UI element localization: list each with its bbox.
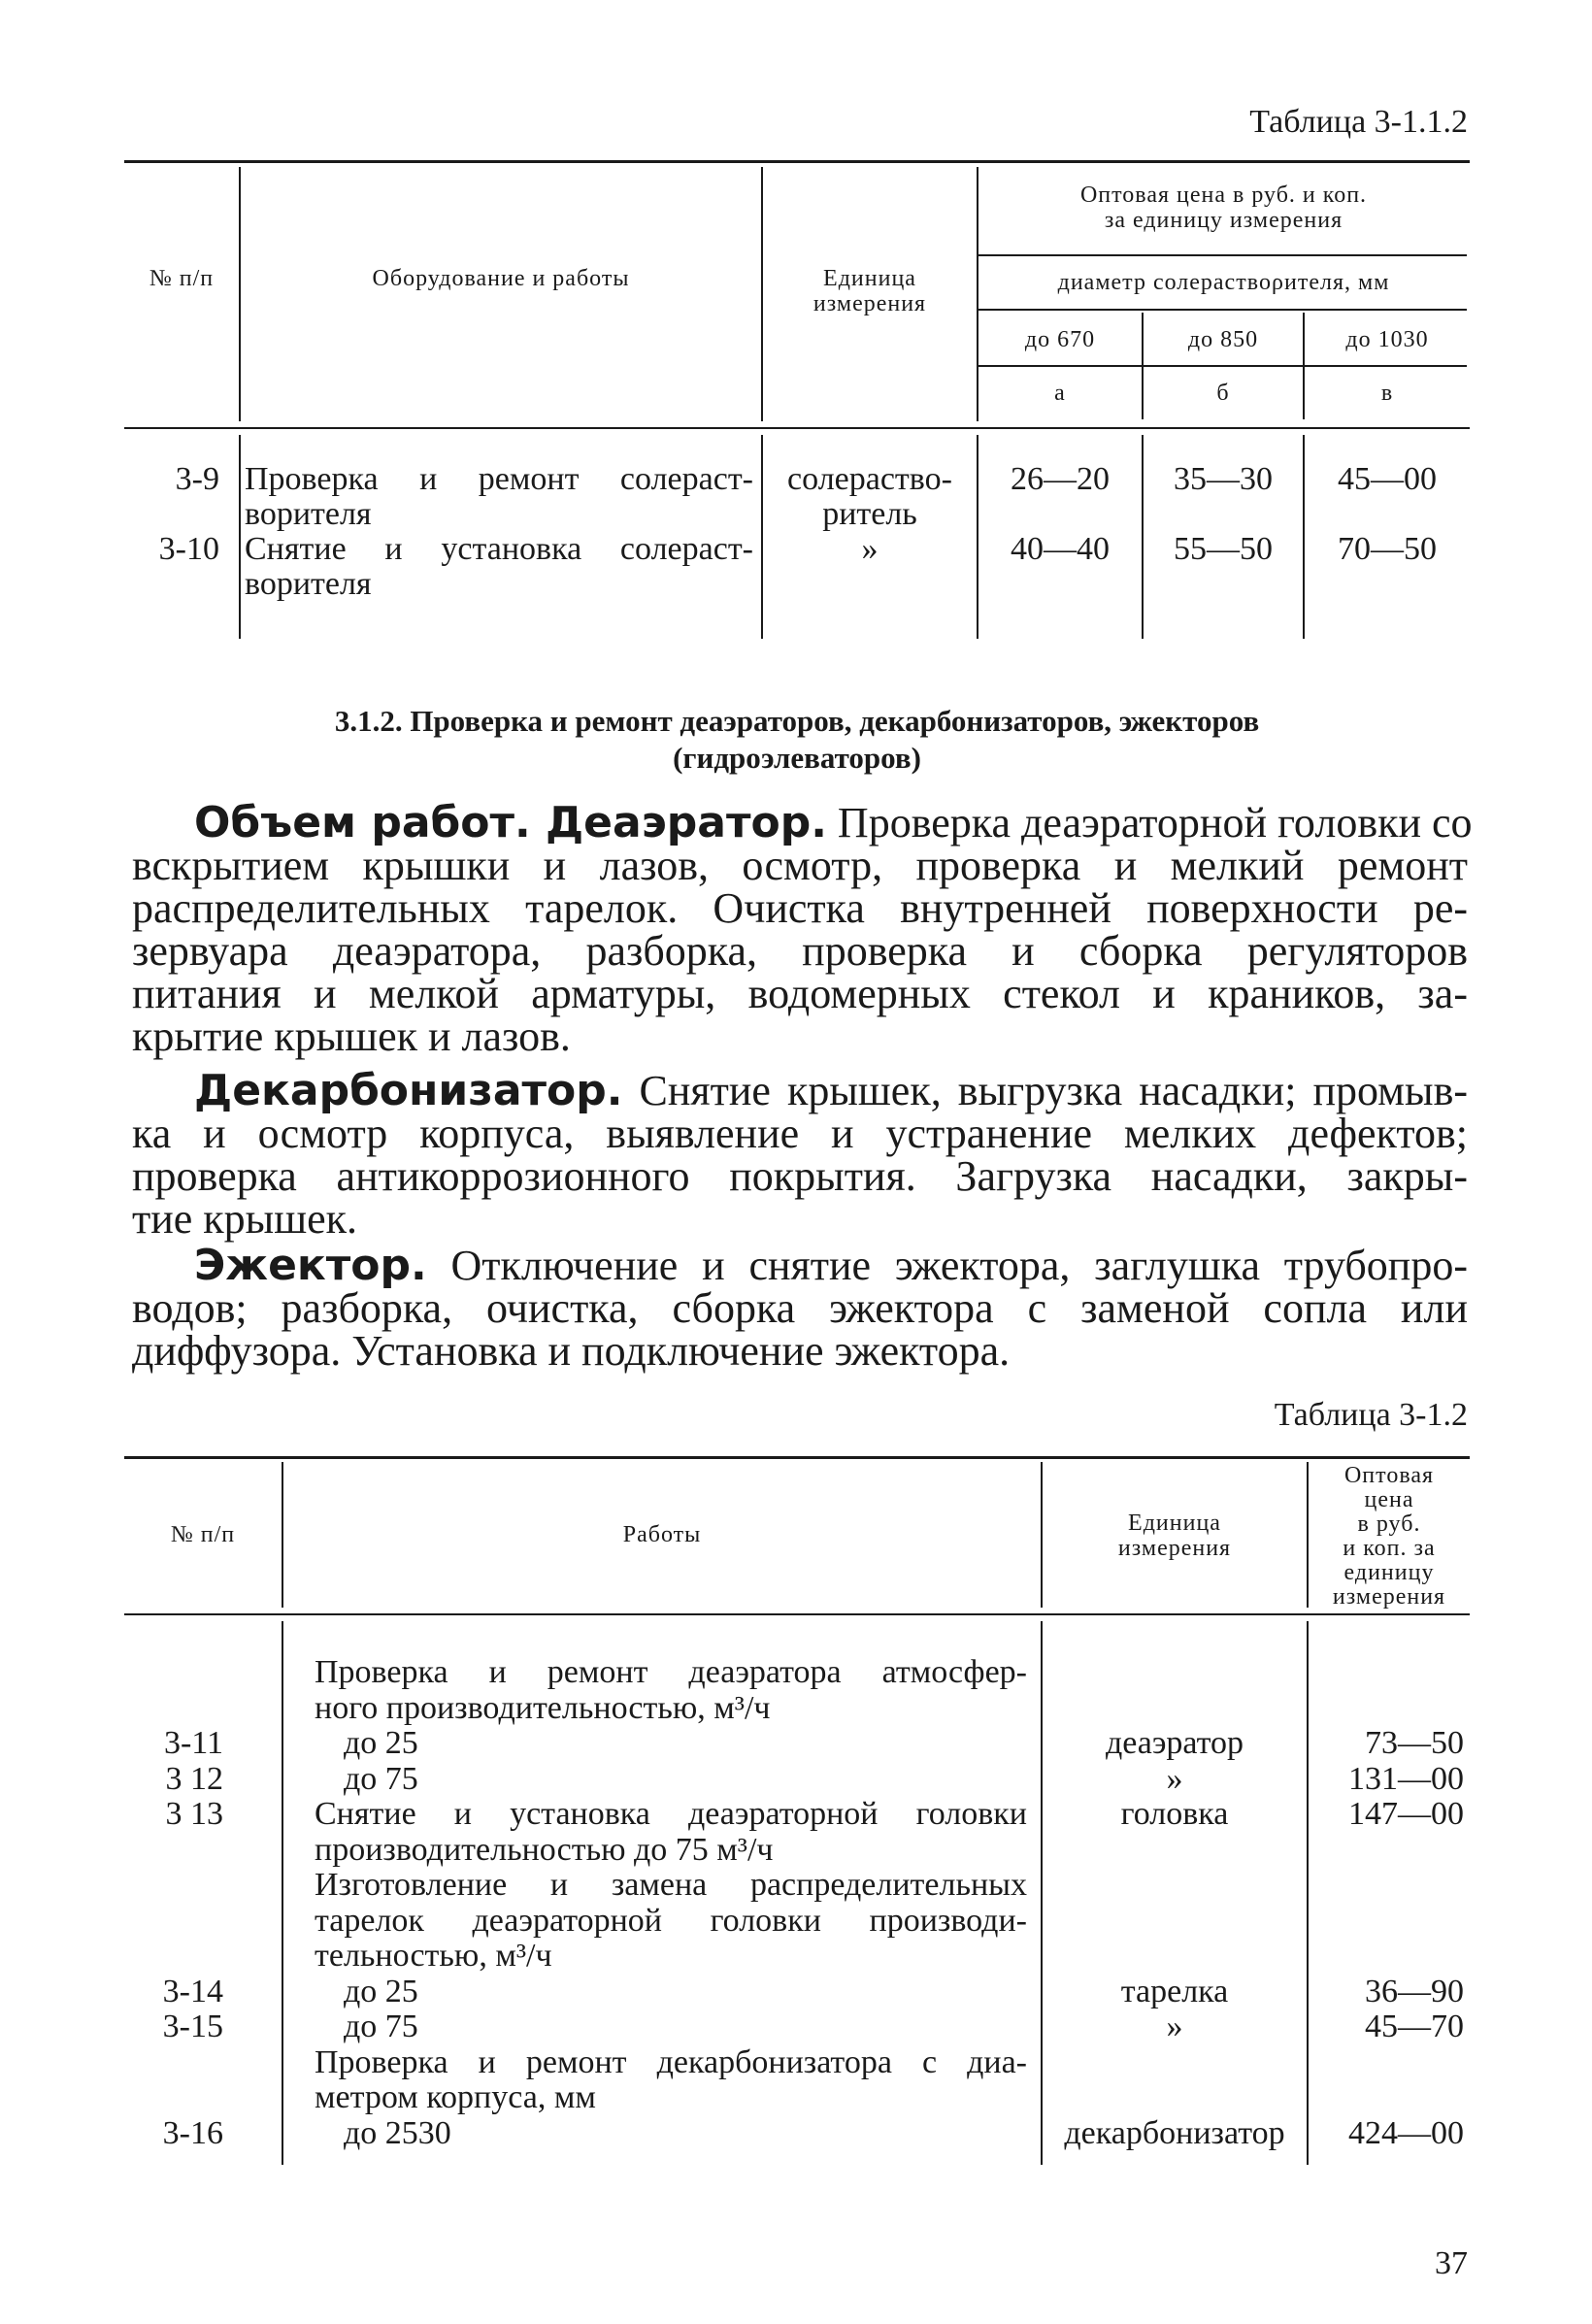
table2-row-work: производительностью до 75 м³/ч bbox=[315, 1832, 774, 1868]
table2-top-rule bbox=[124, 1456, 1470, 1459]
table2-row-price: 45—70 bbox=[1365, 2009, 1464, 2044]
table2-row-work: до 2530 bbox=[344, 2115, 451, 2151]
table2-row-work: метром корпуса, мм bbox=[315, 2079, 596, 2115]
table1-row-work: Проверка и ремонт солераст- ворителя bbox=[245, 461, 753, 532]
table2-body-divider bbox=[1307, 1621, 1309, 2165]
table2-header-price: Оптовая цена в руб. и коп. за единицу измерения bbox=[1332, 1463, 1446, 1610]
table2-row-num: 3-11 bbox=[163, 1725, 223, 1761]
table1-row-price-a: 26—20 bbox=[1011, 461, 1110, 497]
page-number: 37 bbox=[1435, 2245, 1468, 2281]
table1-body-divider bbox=[239, 435, 241, 639]
table1-header-col-c: до 1030 bbox=[1345, 327, 1429, 352]
table2-row-num: 3 12 bbox=[165, 1761, 223, 1797]
table1-row-price-b: 35—30 bbox=[1174, 461, 1273, 497]
table2-row-unit: тарелка bbox=[1120, 1974, 1229, 2009]
table2-row-work: до 25 bbox=[344, 1725, 418, 1761]
table2-row-unit: головка bbox=[1120, 1796, 1229, 1832]
table2-header-work: Работы bbox=[622, 1522, 702, 1547]
table2-row-price: 36—90 bbox=[1365, 1974, 1464, 2009]
table2-header-num: № п/п bbox=[170, 1522, 236, 1547]
table2-row-work: до 75 bbox=[344, 2009, 418, 2044]
table2-header-unit: Единица измерения bbox=[1117, 1511, 1232, 1561]
paragraph-deaerator: Объем работ. Деаэратор. Проверка деаэраторной головки со вскрытием крышки и лазов, осмотр, проверка и мелкий ремонт распределительных тарелок. Очистка внутренней поверхности ре- зервуара деаэратора, разборка, проверка и сборка регуляторов питания и мелкой арматуры, водомерных стекол и краников, за- крытие крышек и лазов. bbox=[132, 798, 1473, 1060]
table2-row-work: тарелок деаэраторной головки производи- bbox=[315, 1903, 1027, 1939]
table2-header-bottom-rule bbox=[124, 1613, 1470, 1615]
table1-row-price-c: 70—50 bbox=[1338, 531, 1437, 567]
table2-row-work: Изготовление и замена распределительных bbox=[315, 1867, 1027, 1903]
table1-header-rule bbox=[977, 254, 1467, 256]
table1-header-unit: Единица измерения bbox=[813, 266, 927, 316]
table2-row-unit: декарбонизатор bbox=[1064, 2115, 1285, 2151]
table2-row-unit: деаэратор bbox=[1105, 1725, 1244, 1761]
table1-row-unit: солераство- ритель bbox=[787, 461, 952, 532]
table2-row-num: 3 13 bbox=[165, 1796, 223, 1832]
table2-row-work: Проверка и ремонт декарбонизатора с диа- bbox=[315, 2044, 1027, 2080]
table1-header-letter-b: б bbox=[1216, 381, 1230, 406]
table2-body-divider bbox=[1041, 1621, 1043, 2165]
table1-header-rule bbox=[977, 309, 1467, 311]
table1-header-diameter: диаметр солераствορителя, мм bbox=[1057, 270, 1390, 295]
table2-row-work: Проверка и ремонт деаэратора атмосфер- bbox=[315, 1654, 1027, 1690]
table2-row-price: 131—00 bbox=[1348, 1761, 1464, 1797]
table2-row-work: до 25 bbox=[344, 1974, 418, 2009]
table1-row-num: 3-10 bbox=[158, 531, 219, 567]
table1-header-col-b: до 850 bbox=[1187, 327, 1259, 352]
table2-row-work: ного производительностью, м³/ч bbox=[315, 1690, 771, 1726]
table1-row-num: 3-9 bbox=[175, 461, 219, 497]
table2-body-divider bbox=[282, 1621, 283, 2165]
table1-header-letter-a: а bbox=[1054, 381, 1066, 406]
table2-row-num: 3-14 bbox=[162, 1974, 223, 2009]
table1-col-divider bbox=[239, 167, 241, 421]
table1-header-letter-c: в bbox=[1380, 381, 1394, 406]
table1-header-price: Оптовая цена в руб. и коп. за единицу измерения bbox=[1079, 183, 1368, 233]
table1-header-bottom-rule bbox=[124, 427, 1470, 429]
table2-row-num: 3-15 bbox=[162, 2009, 223, 2044]
table2-row-price: 147—00 bbox=[1348, 1796, 1464, 1832]
table1-caption: Таблица 3-1.1.2 bbox=[1249, 104, 1468, 140]
table1-header-work: Оборудование и работы bbox=[372, 266, 630, 291]
table2-caption: Таблица 3-1.2 bbox=[1274, 1397, 1468, 1433]
paragraph-decarbonizer: Декарбонизатор. Снятие крышек, выгрузка насадки; промыв- ка и осмотр корпуса, выявление и устранение мелких дефектов; проверка антикоррозионного покрытия. Загрузка насадки, закры- тие крышек. bbox=[132, 1066, 1468, 1243]
table2-row-work: до 75 bbox=[344, 1761, 418, 1797]
table2-row-price: 424—00 bbox=[1348, 2115, 1464, 2151]
table1-row-unit: » bbox=[861, 531, 879, 567]
table1-header-col-a: до 670 bbox=[1024, 327, 1096, 352]
table1-header-num: № п/п bbox=[149, 266, 215, 291]
table1-top-rule bbox=[124, 160, 1470, 163]
table2-row-work: Снятие и установка деаэраторной головки bbox=[315, 1796, 1027, 1832]
table1-header-rule bbox=[977, 365, 1467, 367]
section-title: 3.1.2. Проверка и ремонт деаэраторов, декарбонизаторов, эжекторов (гидроэлеваторов) bbox=[334, 704, 1260, 775]
table1-row-price-a: 40—40 bbox=[1011, 531, 1110, 567]
table2-row-num: 3-16 bbox=[162, 2115, 223, 2151]
paragraph-ejector: Эжектор. Отключение и снятие эжектора, заглушка трубопро- водов; разборка, очистка, сборка эжектора с заменой сопла или диффузора. Установка и подключение эжектора. bbox=[132, 1241, 1468, 1375]
table1-row-price-c: 45—00 bbox=[1338, 461, 1437, 497]
table2-row-work: тельностью, м³/ч bbox=[315, 1938, 552, 1974]
table2-row-price: 73—50 bbox=[1365, 1725, 1464, 1761]
table2-row-unit: » bbox=[1166, 1761, 1183, 1797]
table2-row-unit: » bbox=[1166, 2009, 1183, 2044]
table1-row-price-b: 55—50 bbox=[1174, 531, 1273, 567]
table1-row-work: Снятие и установка солераст- ворителя bbox=[245, 531, 753, 602]
